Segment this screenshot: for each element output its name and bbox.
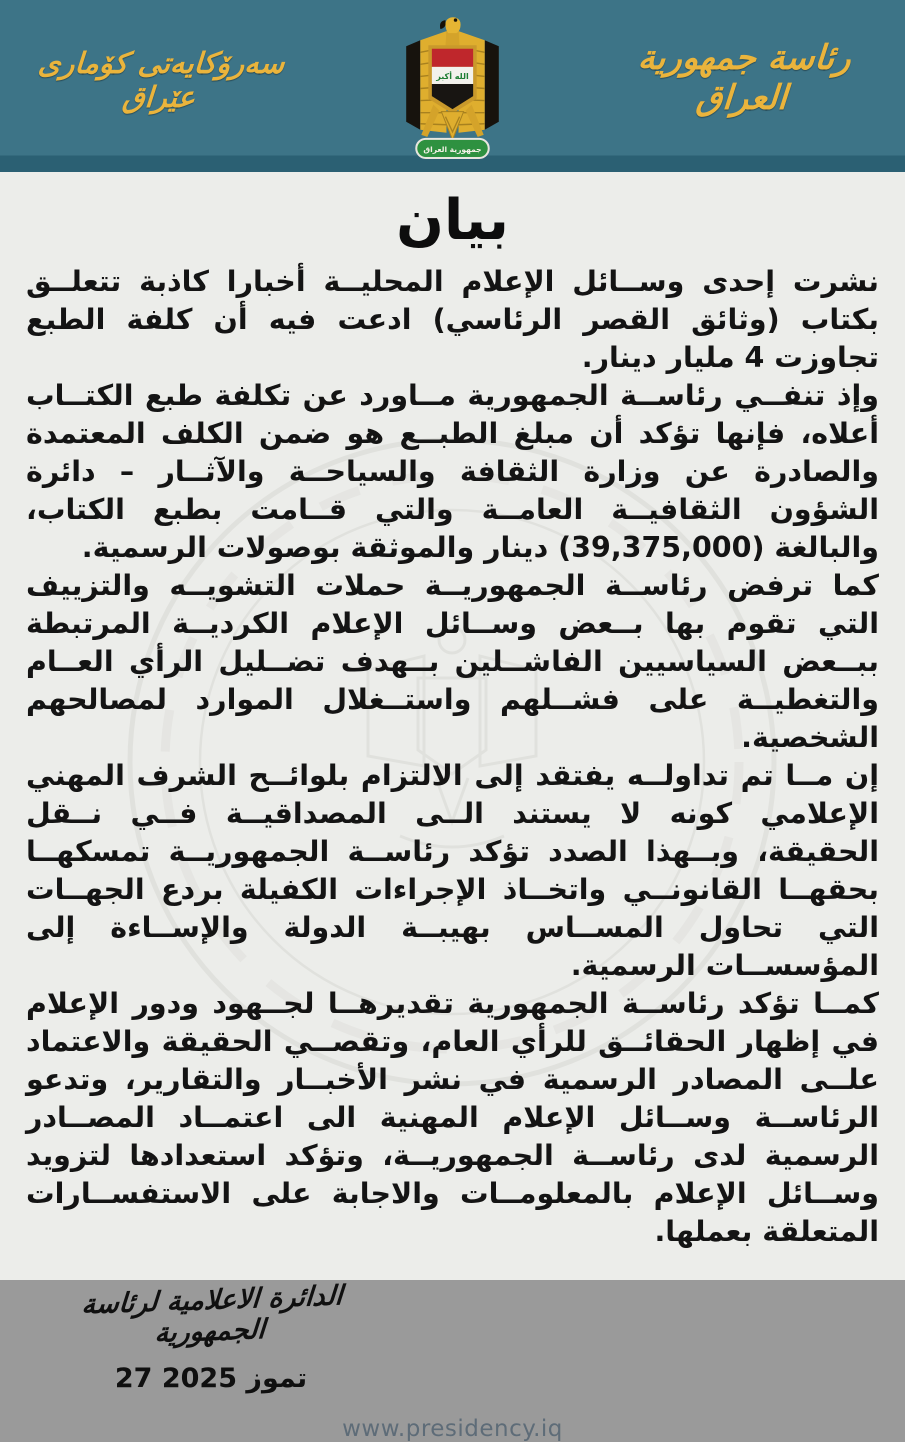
statement-paragraph-2: وإذ تنفــي رئاســة الجمهورية مــاورد عن تكلفة طبع الكتــاب أعلاه، فإنها تؤكد أن مبلغ الطبــع هو ضمن الكلف المعتمدة والصادرة عن وزارة الثقافة والسياحــة والآثــار – دائرة الشؤون الثقافيــة العامــة والتي قــامت بطبع الكتاب، والبالغة (39,375,000) دينار والموثقة بوصولات الرسمية. (26, 379, 879, 564)
kurdish-presidency-title: سەرۆکایەتی کۆماری عێراق (36, 46, 286, 114)
svg-text:الله أكبر: الله أكبر (436, 71, 469, 81)
iraq-coat-of-arms-icon (399, 10, 506, 163)
presidency-website-url: www.presidency.iq (342, 1416, 563, 1442)
statement-title: بيان (396, 188, 509, 253)
arabic-presidency-title: رئاسة جمهورية العراق (636, 38, 853, 118)
statement-paragraph-3: كما ترفض رئاســة الجمهوريــة حملات التشويــه والتزييف التي تقوم بها بــعض وســائل الإعلام الكرديــة المرتبطة ببــعض السياسيين الفاشــلين بــهدف تضــليل الرأي العــام والتغطيــة على فشــلهم واستــغلال الموارد لمصالحهم الشخصية. (26, 569, 879, 754)
issuing-office-signature: الدائرة الاعلامية لرئاسة الجمهورية (80, 1280, 344, 1350)
svg-text:جمهورية العراق: جمهورية العراق (423, 144, 482, 154)
statement-paragraph-5: كمــا تؤكد رئاســة الجمهورية تقديرهــا لجــهود ودور الإعلام في إظهار الحقائــق للرأي العام، وتقصــي الحقيقة والاعتماد علــى المصادر الرسمية في نشر الأخبــار والتقارير، وتدعو الرئاســة وســائل الإعلام المهنية الى اعتمــاد المصــادر الرسمية لدى رئاســة الجمهوريــة، وتؤكد استعدادها لتزويد وســائل الإعلام بالمعلومــات والاجابة على الاستفســارات المتعلقة بعملها. (26, 987, 879, 1248)
letterhead-banner (0, 0, 905, 172)
statement-paragraph-1: نشرت إحدى وســائل الإعلام المحليــة أخبارا كاذبة تتعلــق بكتاب (وثائق القصر الرئاسي) ادعت فيه أن كلفة الطبع تجاوزت 4 مليار دينار. (26, 265, 879, 374)
statement-paragraph-4: إن مــا تم تداولــه يفتقد إلى الالتزام بلوائــح الشرف المهني الإعلامي كونه لا يستند الــى المصداقيــة فــي نــقل الحقيقة، وبــهذا الصدد تؤكد رئاســة الجمهوريــة تمسكهــا بحقهــا القانونــي واتخــاذ الإجراءات الكفيلة بردع الجهــات التي تحاول المســاس بهيبــة الدولة والإســاءة إلى المؤسســات الرسمية. (26, 759, 879, 982)
statement-date: 27 تموز 2025 (114, 1363, 308, 1394)
statement-body (0, 263, 905, 1251)
